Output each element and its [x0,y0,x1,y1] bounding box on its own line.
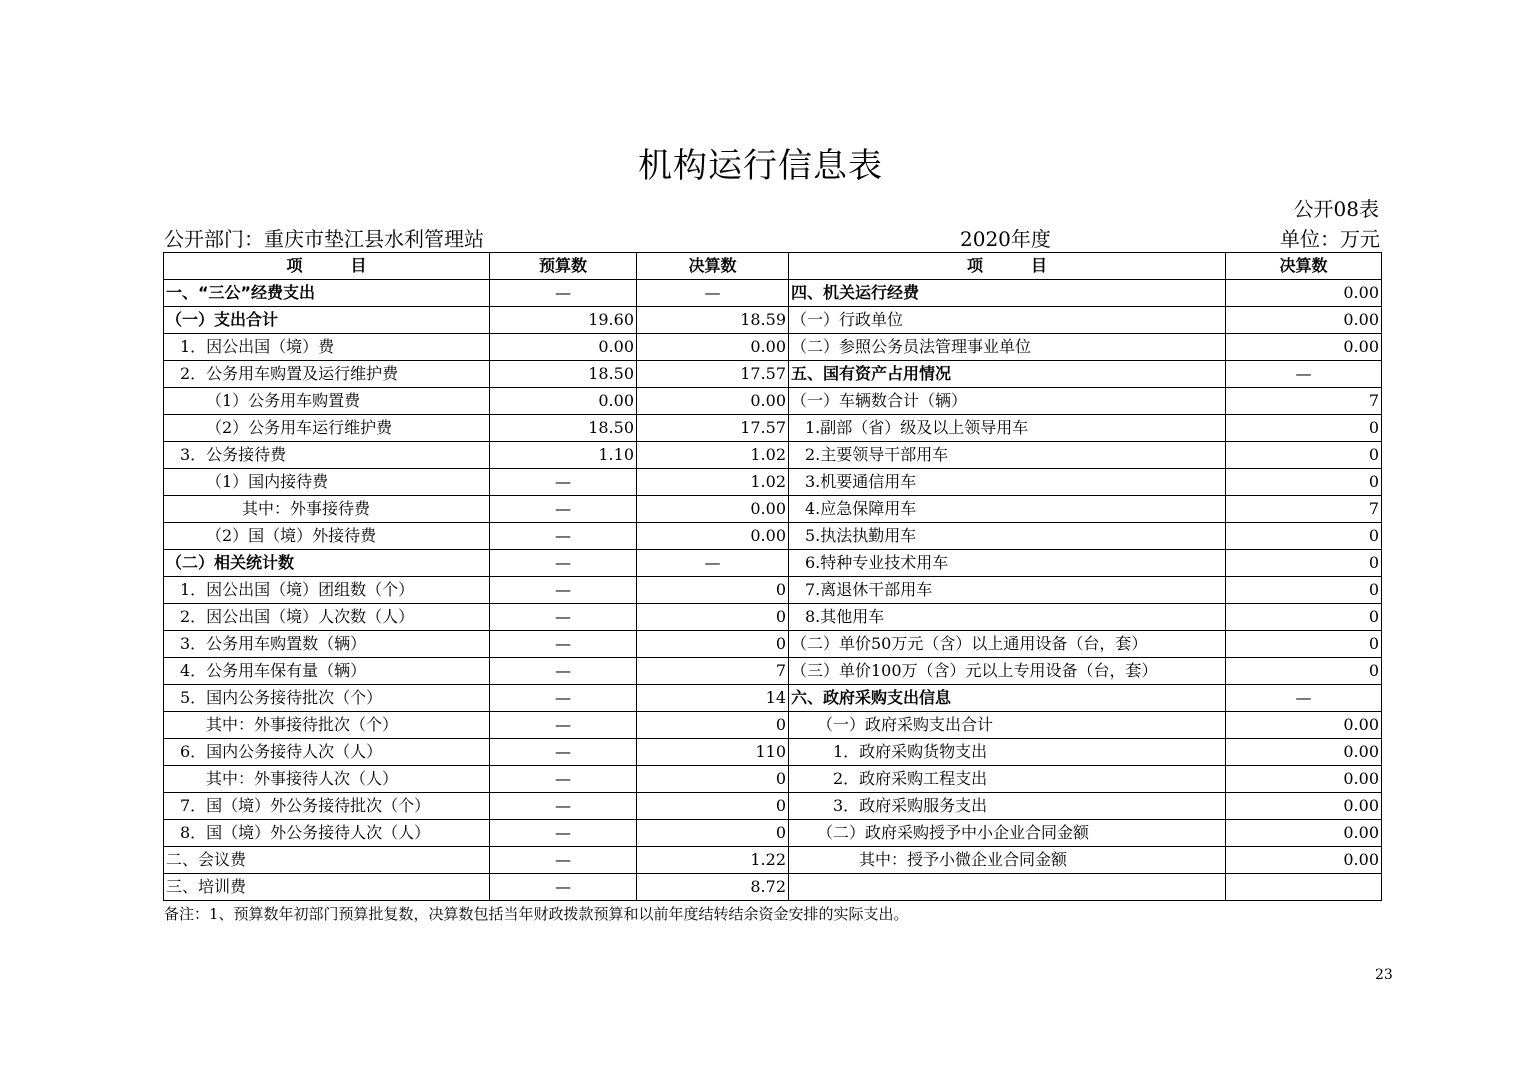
table-row [164,334,1382,361]
footnote: 备注：1、预算数年初部门预算批复数，决算数包括当年财政拨款预算和以前年度结转结余资金安排的实际支出。 [164,905,909,923]
final-right-cell: 0.00 [1226,820,1382,847]
fiscal-year-label: 2020年度 [960,227,1051,251]
budget-cell: — [490,685,637,712]
left-item-cell: 一、“三公”经费支出 [164,280,490,307]
final-left-cell: 18.59 [637,307,789,334]
left-item-cell: 6．国内公务接待人次（人） [164,739,490,766]
left-item-cell: 5．国内公务接待批次（个） [164,685,490,712]
final-left-cell: 1.22 [637,847,789,874]
final-left-cell: 0.00 [637,523,789,550]
right-item-cell [789,874,1226,901]
final-left-cell: 0 [637,712,789,739]
right-item-cell: 3.机要通信用车 [789,469,1226,496]
table-row [164,280,1382,307]
final-left-cell: 17.57 [637,415,789,442]
right-item-cell: 5.执法执勤用车 [789,523,1226,550]
table-row [164,631,1382,658]
right-item-cell: （一）车辆数合计（辆） [789,388,1226,415]
budget-cell: — [490,469,637,496]
final-left-cell: 0 [637,604,789,631]
final-left-cell: 1.02 [637,469,789,496]
left-item-cell: 其中：外事接待费 [164,496,490,523]
operations-info-table [163,252,1382,901]
final-left-cell: 0 [637,766,789,793]
table-row [164,361,1382,388]
left-item-cell: 其中：外事接待人次（人） [164,766,490,793]
left-item-cell: 其中：外事接待批次（个） [164,712,490,739]
left-item-cell: 3．公务用车购置数（辆） [164,631,490,658]
budget-cell: — [490,739,637,766]
final-left-cell: 14 [637,685,789,712]
right-item-cell: 六、政府采购支出信息 [789,685,1226,712]
left-item-cell: （2）国（境）外接待费 [164,523,490,550]
table-row [164,523,1382,550]
header-item-right: 项 目 [789,253,1226,280]
unit-label: 单位：万元 [1280,227,1380,251]
table-body [164,280,1382,901]
header-budget: 预算数 [490,253,637,280]
budget-cell: 0.00 [490,334,637,361]
table-row [164,739,1382,766]
budget-cell: — [490,577,637,604]
table-row [164,307,1382,334]
left-item-cell: 二、会议费 [164,847,490,874]
final-left-cell: 17.57 [637,361,789,388]
table-header-row [164,253,1382,280]
right-item-cell: 其中：授予小微企业合同金额 [789,847,1226,874]
final-right-cell: 0 [1226,469,1382,496]
left-item-cell: （二）相关统计数 [164,550,490,577]
final-right-cell: — [1226,685,1382,712]
final-right-cell: 0 [1226,658,1382,685]
table-row [164,793,1382,820]
right-item-cell: 2．政府采购工程支出 [789,766,1226,793]
table-row [164,847,1382,874]
final-right-cell: 0 [1226,442,1382,469]
left-item-cell: （一）支出合计 [164,307,490,334]
left-item-cell: （1）国内接待费 [164,469,490,496]
final-left-cell: 110 [637,739,789,766]
final-left-cell: 0 [637,820,789,847]
budget-cell: — [490,847,637,874]
left-item-cell: 三、培训费 [164,874,490,901]
final-right-cell: 0.00 [1226,847,1382,874]
final-right-cell: 0.00 [1226,280,1382,307]
table-row [164,604,1382,631]
budget-cell: — [490,766,637,793]
table-row [164,496,1382,523]
final-left-cell: 8.72 [637,874,789,901]
right-item-cell: 1.副部（省）级及以上领导用车 [789,415,1226,442]
final-left-cell: 0 [637,577,789,604]
budget-cell: — [490,712,637,739]
meta-row [164,223,1380,251]
budget-cell: — [490,523,637,550]
final-left-cell: — [637,550,789,577]
budget-cell: 0.00 [490,388,637,415]
budget-cell: 18.50 [490,415,637,442]
header-item-left: 项 目 [164,253,490,280]
final-right-cell [1226,874,1382,901]
final-right-cell: 0 [1226,631,1382,658]
table-row [164,820,1382,847]
final-left-cell: — [637,280,789,307]
budget-cell: — [490,658,637,685]
left-item-cell: 4．公务用车保有量（辆） [164,658,490,685]
table-row [164,469,1382,496]
final-right-cell: 0.00 [1226,739,1382,766]
table-row [164,874,1382,901]
right-item-cell: （二）政府采购授予中小企业合同金额 [789,820,1226,847]
final-right-cell: 0.00 [1226,712,1382,739]
right-item-cell: 4.应急保障用车 [789,496,1226,523]
budget-cell: 18.50 [490,361,637,388]
right-item-cell: （二）单价50万元（含）以上通用设备（台，套） [789,631,1226,658]
final-left-cell: 7 [637,658,789,685]
final-right-cell: 0.00 [1226,334,1382,361]
budget-cell: — [490,820,637,847]
final-left-cell: 0 [637,793,789,820]
final-right-cell: 0.00 [1226,307,1382,334]
budget-cell: 19.60 [490,307,637,334]
left-item-cell: 1．因公出国（境）费 [164,334,490,361]
budget-cell: 1.10 [490,442,637,469]
table-row [164,415,1382,442]
left-item-cell: 1．因公出国（境）团组数（个） [164,577,490,604]
right-item-cell: （一）行政单位 [789,307,1226,334]
table-row [164,388,1382,415]
right-item-cell: 四、机关运行经费 [789,280,1226,307]
right-item-cell: 五、国有资产占用情况 [789,361,1226,388]
right-item-cell: 6.特种专业技术用车 [789,550,1226,577]
table-number: 公开08表 [1293,197,1379,221]
final-right-cell: 0.00 [1226,793,1382,820]
right-item-cell: 2.主要领导干部用车 [789,442,1226,469]
table-row [164,658,1382,685]
final-right-cell: 7 [1226,496,1382,523]
page-number: 23 [1375,967,1393,983]
final-right-cell: 0 [1226,550,1382,577]
right-item-cell: （一）政府采购支出合计 [789,712,1226,739]
final-right-cell: 7 [1226,388,1382,415]
final-right-cell: 0 [1226,415,1382,442]
table-row [164,577,1382,604]
final-left-cell: 1.02 [637,442,789,469]
page-title: 机构运行信息表 [638,146,883,186]
right-item-cell: 7.离退休干部用车 [789,577,1226,604]
budget-cell: — [490,550,637,577]
final-right-cell: — [1226,361,1382,388]
budget-cell: — [490,280,637,307]
final-left-cell: 0 [637,631,789,658]
right-item-cell: 8.其他用车 [789,604,1226,631]
budget-cell: — [490,496,637,523]
table-row [164,685,1382,712]
header-final-left: 决算数 [637,253,789,280]
budget-cell: — [490,631,637,658]
right-item-cell: 1．政府采购货物支出 [789,739,1226,766]
left-item-cell: 8．国（境）外公务接待人次（人） [164,820,490,847]
final-right-cell: 0.00 [1226,766,1382,793]
final-right-cell: 0 [1226,577,1382,604]
right-item-cell: （二）参照公务员法管理事业单位 [789,334,1226,361]
budget-cell: — [490,874,637,901]
department-label: 公开部门：重庆市垫江县水利管理站 [164,227,484,251]
final-right-cell: 0 [1226,604,1382,631]
left-item-cell: 2．因公出国（境）人次数（人） [164,604,490,631]
right-item-cell: （三）单价100万（含）元以上专用设备（台，套） [789,658,1226,685]
table-row [164,442,1382,469]
final-left-cell: 0.00 [637,388,789,415]
budget-cell: — [490,793,637,820]
final-right-cell: 0 [1226,523,1382,550]
table-row [164,550,1382,577]
left-item-cell: 7．国（境）外公务接待批次（个） [164,793,490,820]
table-row [164,766,1382,793]
table-row [164,712,1382,739]
left-item-cell: （1）公务用车购置费 [164,388,490,415]
right-item-cell: 3．政府采购服务支出 [789,793,1226,820]
header-final-right: 决算数 [1226,253,1382,280]
final-left-cell: 0.00 [637,334,789,361]
left-item-cell: （2）公务用车运行维护费 [164,415,490,442]
final-left-cell: 0.00 [637,496,789,523]
left-item-cell: 2．公务用车购置及运行维护费 [164,361,490,388]
budget-cell: — [490,604,637,631]
left-item-cell: 3．公务接待费 [164,442,490,469]
